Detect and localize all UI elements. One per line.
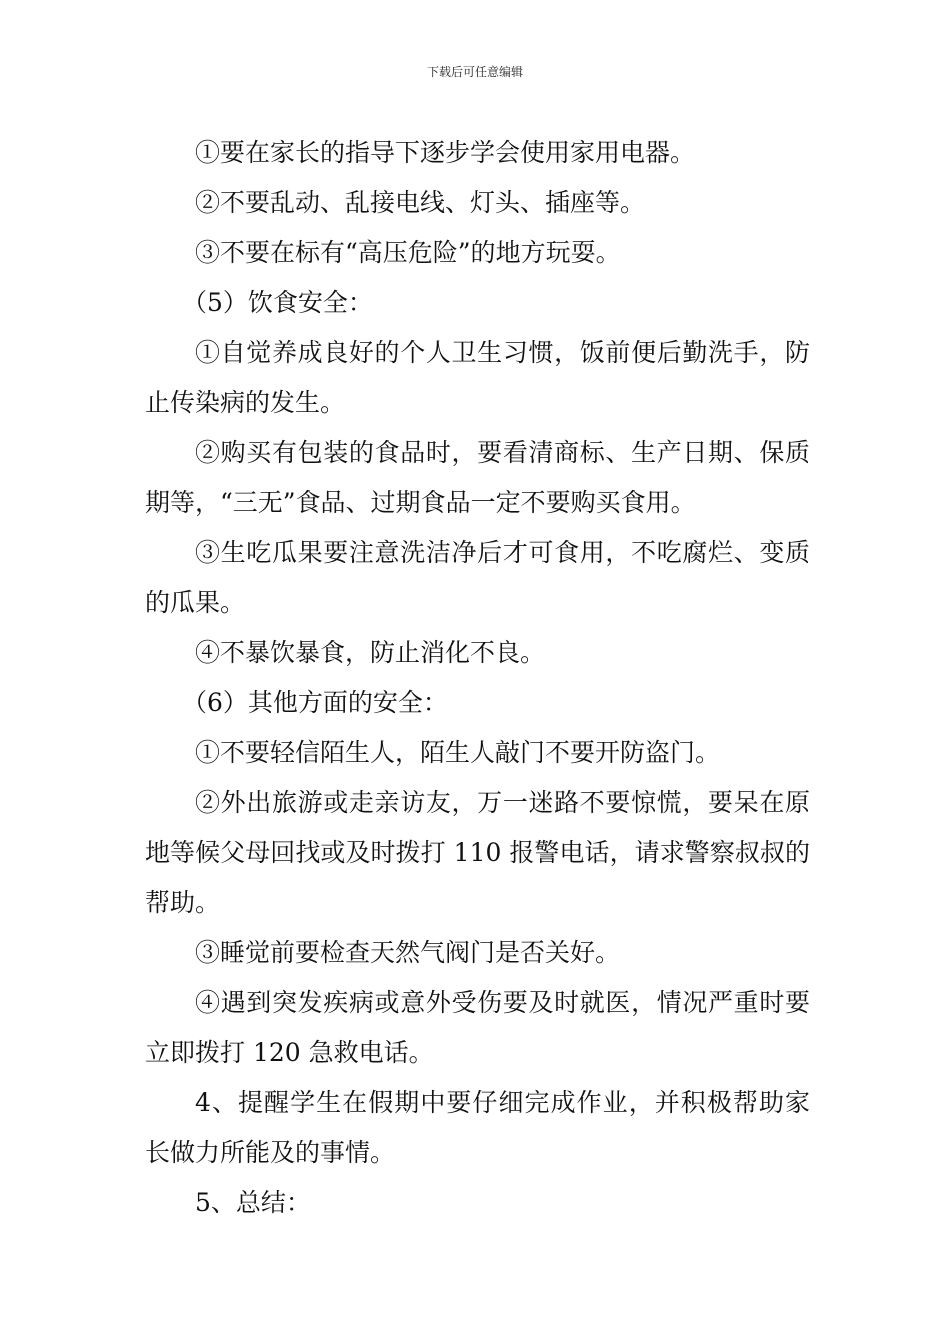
paragraph-getting-lost: ②外出旅游或走亲访友，万一迷路不要惊慌，要呆在原地等候父母回找或及时拨打 110 报警电话，请求警察叔叔的帮助。 bbox=[145, 788, 810, 917]
paragraph-appliance-guidance: ①要在家长的指导下逐步学会使用家用电器。 bbox=[195, 138, 696, 167]
paragraph-no-overeating: ④不暴饮暴食，防止消化不良。 bbox=[195, 638, 546, 667]
paragraph-hygiene-habits: ①自觉养成良好的个人卫生习惯，饭前便后勤洗手，防止传染病的发生。 bbox=[145, 338, 810, 417]
section-heading-other-safety: （6）其他方面的安全： bbox=[182, 688, 448, 717]
paragraph-no-wire-tampering: ②不要乱动、乱接电线、灯头、插座等。 bbox=[195, 188, 646, 217]
document-body bbox=[145, 128, 810, 1228]
paragraph-gas-valve: ③睡觉前要检查天然气阀门是否关好。 bbox=[195, 938, 621, 967]
paragraph-packaged-food: ②购买有包装的食品时，要看清商标、生产日期、保质期等，“三无”食品、过期食品一定不要购买食用。 bbox=[145, 438, 810, 517]
paragraph-homework-reminder: 4、提醒学生在假期中要仔细完成作业，并积极帮助家长做力所能及的事情。 bbox=[145, 1088, 810, 1167]
paragraph-summary-heading: 5、总结： bbox=[195, 1188, 311, 1217]
paragraph-wash-fruit: ③生吃瓜果要注意洗洁净后才可食用，不吃腐烂、变质的瓜果。 bbox=[145, 538, 810, 617]
paragraph-strangers: ①不要轻信陌生人，陌生人敲门不要开防盗门。 bbox=[195, 738, 721, 767]
page-header: 下载后可任意编辑 bbox=[426, 65, 523, 79]
paragraph-high-voltage-warning: ③不要在标有“高压危险”的地方玩耍。 bbox=[195, 238, 621, 267]
paragraph-emergency-medical: ④遇到突发疾病或意外受伤要及时就医，情况严重时要立即拨打 120 急救电话。 bbox=[145, 988, 810, 1067]
section-heading-food-safety: （5）饮食安全： bbox=[182, 288, 373, 317]
